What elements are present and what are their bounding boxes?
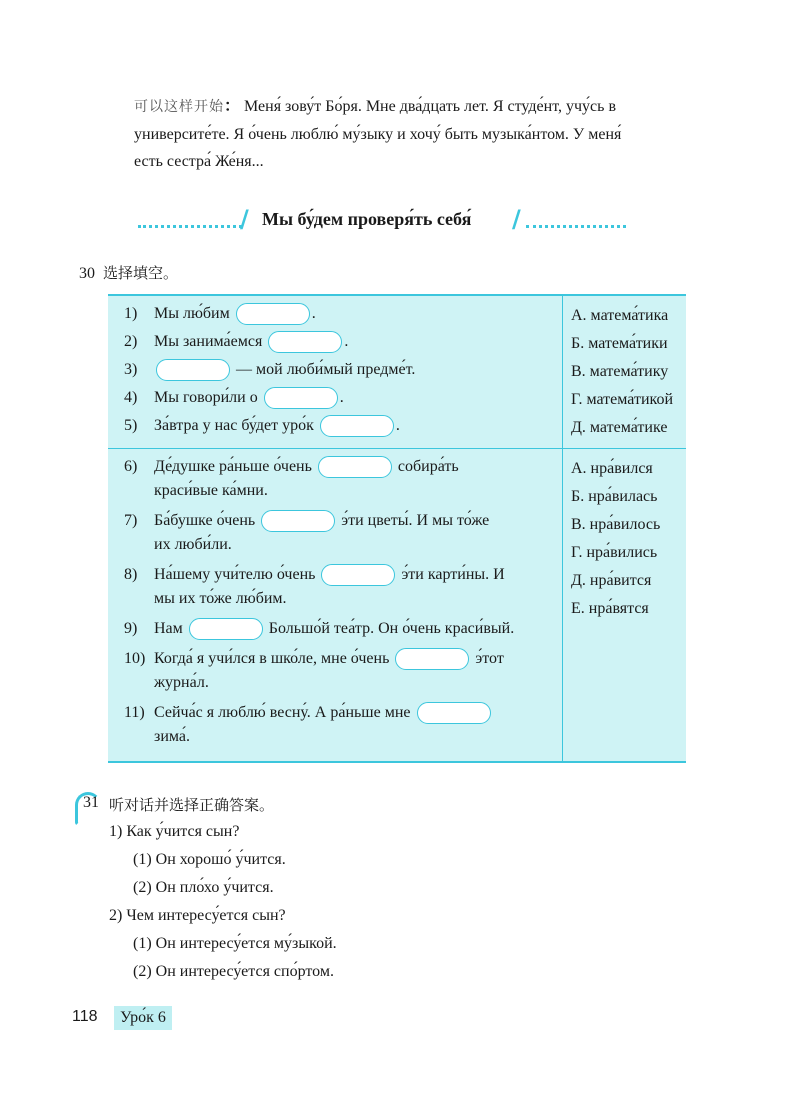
question-2-answer-1: (1) Он интересу́ется му́зыкой.	[133, 935, 337, 952]
option-g: Г. матема́тикой	[571, 391, 674, 408]
intro-line-3: есть сестра́ Же́ня...	[134, 153, 264, 170]
question-2: 2) Чем интересу́ется сын?	[109, 907, 286, 924]
sentence-text: За́втра у нас бу́дет уро́к	[154, 417, 314, 434]
sentence-text: зима́.	[154, 728, 190, 745]
dotted-line-left	[138, 215, 242, 228]
sentence-number: 10)	[124, 650, 146, 667]
sentence-text: .	[395, 417, 400, 434]
sentence-number: 7)	[124, 512, 138, 529]
section-title: Мы бу́дем проверя́ть себя́	[262, 209, 472, 229]
group-1-options	[563, 295, 687, 449]
answer-blank[interactable]	[189, 618, 263, 640]
answer-blank[interactable]	[264, 387, 338, 409]
sentence-text: Большо́й теа́тр. Он о́чень краси́вый.	[268, 620, 515, 637]
exercise-31-badge	[75, 790, 101, 816]
sentence-text: .	[339, 389, 344, 406]
sentence-3	[124, 358, 554, 382]
sentence-number: 6)	[124, 458, 138, 475]
answer-blank[interactable]	[417, 702, 491, 724]
group-2-options	[563, 449, 687, 763]
answer-blank[interactable]	[236, 303, 310, 325]
sentence-text: .	[311, 305, 316, 322]
exercise-31-number: 31	[83, 794, 99, 811]
option-b: Б. нра́вилась	[571, 488, 658, 505]
sentence-text: На́шему учи́телю о́чень	[154, 566, 316, 583]
answer-blank[interactable]	[156, 359, 230, 381]
slash-left: /	[240, 205, 249, 233]
slash-right: /	[512, 205, 521, 233]
sentence-number: 4)	[124, 389, 138, 406]
question-1-answer-2: (2) Он пло́хо у́чится.	[133, 879, 274, 896]
intro-label: 可以这样开始	[134, 99, 224, 115]
question-1: 1) Как у́чится сын?	[109, 823, 240, 840]
answer-blank[interactable]	[318, 456, 392, 478]
sentence-number: 8)	[124, 566, 138, 583]
sentence-text: .	[344, 333, 349, 350]
intro-paragraph	[134, 93, 694, 175]
intro-colon: ：	[224, 98, 241, 115]
sentence-number: 1)	[124, 305, 138, 322]
exercise-30-table	[108, 294, 686, 763]
option-b: Б. матема́тики	[571, 335, 668, 352]
sentence-number: 11)	[124, 704, 145, 721]
sentence-text: мы их то́же лю́бим.	[154, 590, 287, 607]
answer-blank[interactable]	[321, 564, 395, 586]
sentence-11	[124, 701, 554, 749]
option-v: В. матема́тику	[571, 363, 669, 380]
option-a: А. нра́вился	[571, 460, 653, 477]
answer-blank[interactable]	[395, 648, 469, 670]
intro-line-1: Меня́ зову́т Бо́ря. Мне два́дцать лет. Я студе́нт, учу́сь в	[244, 98, 616, 115]
intro-line-2: университе́те. Я о́чень люблю́ му́зыку и хочу́ быть музыка́нтом. У меня́	[134, 126, 622, 143]
sentence-5	[124, 414, 554, 438]
sentence-text: Мы говори́ли о	[154, 389, 258, 406]
answer-blank[interactable]	[268, 331, 342, 353]
question-1-answer-1: (1) Он хорошо́ у́чится.	[133, 851, 286, 868]
sentence-7	[124, 509, 554, 557]
sentence-text: их люби́ли.	[154, 536, 232, 553]
lesson-badge: Уро́к 6	[114, 1006, 172, 1030]
sentence-number: 2)	[124, 333, 138, 350]
sentence-text: э́ти карти́ны. И	[401, 566, 505, 583]
sentence-text: — мой люби́мый предме́т.	[236, 361, 416, 378]
page-number: 118	[72, 1008, 98, 1025]
sentence-text: Когда́ я учи́лся в шко́ле, мне о́чень	[154, 650, 390, 667]
option-a: А. матема́тика	[571, 307, 669, 324]
group-1	[108, 295, 686, 449]
sentence-8	[124, 563, 554, 611]
answer-blank[interactable]	[320, 415, 394, 437]
sentence-text: Нам	[154, 620, 183, 637]
sentence-text: Мы лю́бим	[154, 305, 230, 322]
option-v: В. нра́вилось	[571, 516, 661, 533]
question-2-answer-2: (2) Он интересу́ется спо́ртом.	[133, 963, 334, 980]
sentence-2	[124, 330, 554, 354]
exercise-31-instruction: 听对话并选择正确答案。	[109, 796, 275, 814]
exercise-30-instruction: 选择填空。	[103, 264, 179, 282]
sentence-text: Ба́бушке о́чень	[154, 512, 256, 529]
sentence-text: э́ти цветы́. И мы то́же	[341, 512, 490, 529]
option-e: Е. нра́вятся	[571, 600, 649, 617]
sentence-number: 3)	[124, 361, 138, 378]
answer-blank[interactable]	[261, 510, 335, 532]
section-heading	[134, 205, 634, 237]
sentence-number: 9)	[124, 620, 138, 637]
group-1-sentences	[108, 295, 563, 449]
sentence-number: 5)	[124, 417, 138, 434]
option-g: Г. нра́вились	[571, 544, 658, 561]
sentence-text: Де́душке ра́ньше о́чень	[154, 458, 312, 475]
exercise-30-heading	[79, 262, 178, 283]
sentence-6	[124, 455, 554, 503]
sentence-text: Мы занима́емся	[154, 333, 263, 350]
dotted-line-right	[526, 215, 626, 228]
exercise-30-number: 30	[79, 265, 95, 282]
option-d: Д. матема́тике	[571, 419, 668, 436]
sentence-text: э́тот	[475, 650, 504, 667]
sentence-text: Сейча́с я люблю́ весну́. А ра́ньше мне	[154, 704, 411, 721]
sentence-4	[124, 386, 554, 410]
sentence-10	[124, 647, 554, 695]
group-2-sentences	[108, 449, 563, 763]
sentence-text: собира́ть	[397, 458, 459, 475]
sentence-text: краси́вые ка́мни.	[154, 482, 268, 499]
sentence-text: журна́л.	[154, 674, 209, 691]
option-d: Д. нра́вится	[571, 572, 652, 589]
sentence-9	[124, 617, 554, 641]
group-2	[108, 449, 686, 763]
sentence-1	[124, 302, 554, 326]
